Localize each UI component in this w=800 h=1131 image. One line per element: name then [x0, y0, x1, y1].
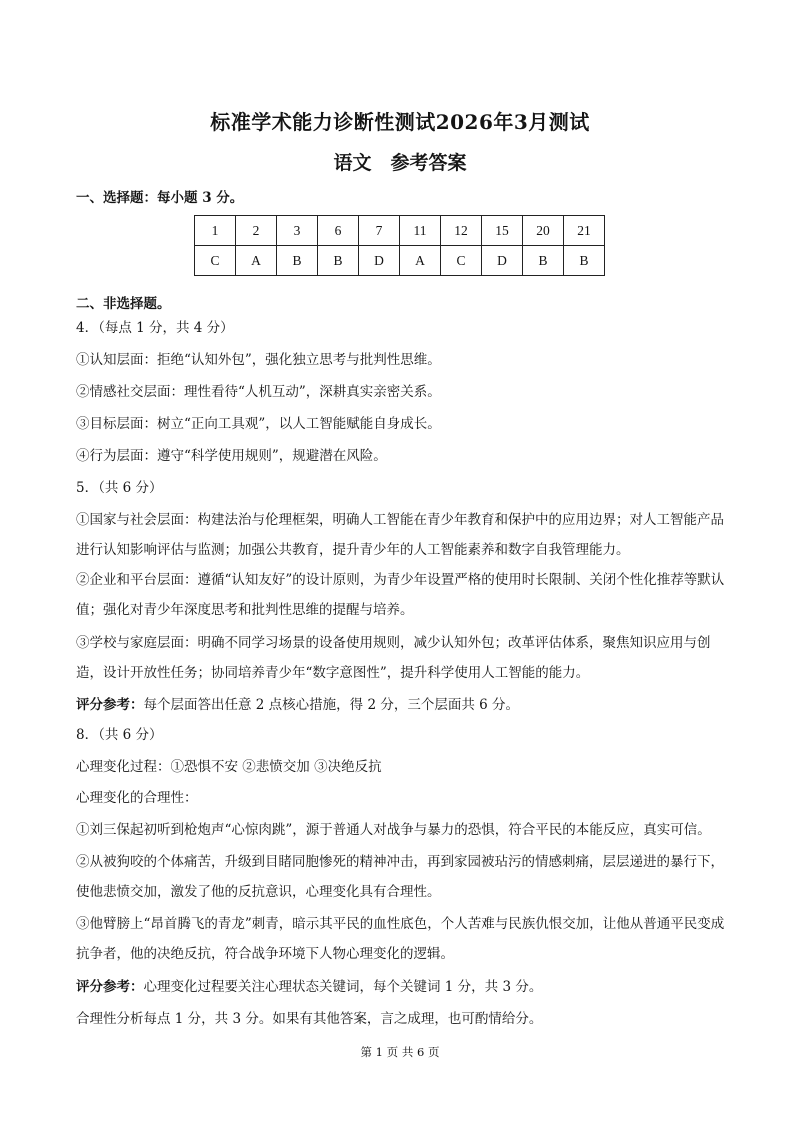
- answer-cell: B: [277, 246, 318, 276]
- question-number-cell: 1: [195, 216, 236, 246]
- q8-scoring: [76, 972, 736, 1002]
- scoring-label: 评分参考：: [76, 697, 144, 713]
- scoring-text: 每个层面答出任意 2 点核心措施，得 2 分，三个层面共 6 分。: [143, 697, 520, 713]
- question-number-cell: 7: [359, 216, 400, 246]
- answer-cell: D: [359, 246, 400, 276]
- answer-table: [194, 215, 605, 276]
- question-number-cell: 6: [318, 216, 359, 246]
- section2-heading: 二、非选择题。: [76, 296, 171, 312]
- q5-item: ①国家与社会层面：构建法治与伦理框架，明确人工智能在青少年教育和保护中的应用边界；对人工智能产品进行认知影响评估与监测；加强公共教育，提升青少年的人工智能素养和数字自我管理能力。: [76, 512, 724, 558]
- question-number-cell: 20: [523, 216, 564, 246]
- q4-item: ②情感社交层面：理性看待“人机互动”，深耕真实亲密关系。: [76, 384, 441, 400]
- question-number-cell: 11: [400, 216, 441, 246]
- page-footer: 第 1 页 共 6 页: [360, 1045, 440, 1059]
- document-subtitle: 语文 参考答案: [333, 152, 467, 174]
- answer-cell: A: [400, 246, 441, 276]
- q8-item: ③他臂膀上“昂首腾飞的青龙”刺青，暗示其平民的血性底色，个人苦难与民族仇恨交加，让他从普通平民变成抗争者，他的决绝反抗，符合战争环境下人物心理变化的逻辑。: [76, 916, 725, 962]
- answer-cell: C: [195, 246, 236, 276]
- question-number-row: [195, 216, 605, 246]
- scoring-label: 评分参考：: [76, 979, 144, 995]
- section1-heading: 一、选择题：每小题 3 分。: [76, 190, 244, 206]
- q8-header: 8．（共 6 分）: [76, 727, 163, 743]
- q4-item: ①认知层面：拒绝“认知外包”，强化独立思考与批判性思维。: [76, 352, 441, 368]
- answer-cell: C: [441, 246, 482, 276]
- q8-item: ①刘三保起初听到枪炮声“心惊肉跳”，源于普通人对战争与暴力的恐惧，符合平民的本能反应，真实可信。: [76, 822, 711, 838]
- answer-cell: B: [318, 246, 359, 276]
- question-number-cell: 21: [564, 216, 605, 246]
- q5-item: ③学校与家庭层面：明确不同学习场景的设备使用规则，减少认知外包；改革评估体系，聚焦知识应用与创造，设计开放性任务；协同培养青少年“数字意图性”，提升科学使用人工智能的能力。: [76, 635, 711, 681]
- answer-cell: D: [482, 246, 523, 276]
- scoring-text: 心理变化过程要关注心理状态关键词，每个关键词 1 分，共 3 分。: [143, 979, 543, 995]
- q8-extra-note: 合理性分析每点 1 分，共 3 分。如果有其他答案，言之成理，也可酌情给分。: [76, 1011, 543, 1027]
- q8-process: 心理变化过程：①恐惧不安 ②悲愤交加 ③决绝反抗: [76, 759, 382, 775]
- q5-header: 5．（共 6 分）: [76, 480, 163, 496]
- q8-item: ②从被狗咬的个体痛苦，升级到目睹同胞惨死的精神冲击，再到家园被玷污的情感刺痛，层层递进的暴行下，使他悲愤交加，激发了他的反抗意识，心理变化具有合理性。: [76, 854, 724, 900]
- q8-rationality-heading: 心理变化的合理性：: [76, 790, 198, 806]
- q5-scoring: [76, 690, 736, 720]
- question-number-cell: 12: [441, 216, 482, 246]
- answer-row: [195, 246, 605, 276]
- question-number-cell: 15: [482, 216, 523, 246]
- q4-item: ④行为层面：遵守“科学使用规则”，规避潜在风险。: [76, 448, 387, 464]
- answer-cell: B: [523, 246, 564, 276]
- answer-cell: A: [236, 246, 277, 276]
- answer-cell: B: [564, 246, 605, 276]
- question-number-cell: 2: [236, 216, 277, 246]
- q4-item: ③目标层面：树立“正向工具观”，以人工智能赋能自身成长。: [76, 416, 441, 432]
- q5-item: ②企业和平台层面：遵循“认知友好”的设计原则，为青少年设置严格的使用时长限制、关闭个性化推荐等默认值；强化对青少年深度思考和批判性思维的提醒与培养。: [76, 572, 725, 618]
- question-number-cell: 3: [277, 216, 318, 246]
- q4-header: 4．（每点 1 分，共 4 分）: [76, 320, 234, 336]
- document-title: 标准学术能力诊断性测试2026年3月测试: [210, 110, 590, 134]
